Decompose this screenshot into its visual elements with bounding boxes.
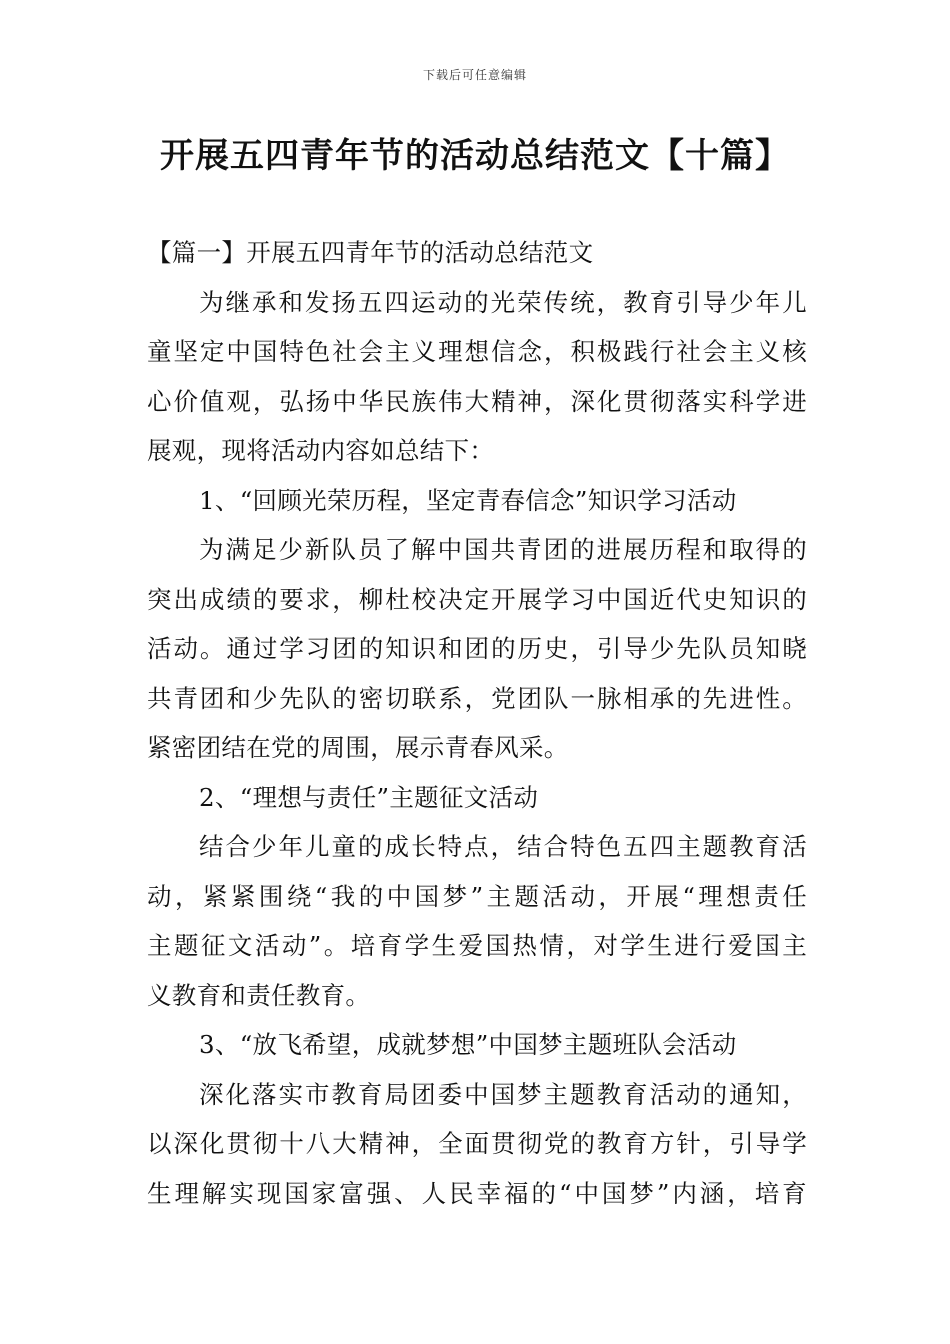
paragraph-line: 突出成绩的要求，柳杜校决定开展学习中国近代史知识的 — [147, 584, 807, 614]
item-heading: 3、“放飞希望，成就梦想”中国梦主题班队会活动 — [199, 1030, 737, 1059]
paragraph-line: 深化落实市教育局团委中国梦主题教育活动的通知， — [199, 1079, 807, 1109]
paragraph-line: 以深化贯彻十八大精神，全面贯彻党的教育方针，引导学 — [147, 1129, 807, 1158]
item-heading: 1、“回顾光荣历程，坚定青春信念”知识学习活动 — [199, 485, 737, 515]
paragraph-line: 主题征文活动”。培育学生爱国热情，对学生进行爱国主 — [147, 931, 807, 960]
paragraph-line: 动，紧紧围绕“我的中国梦”主题活动，开展“理想责任 — [147, 881, 807, 911]
paragraph-line: 心价值观，弘扬中华民族伟大精神，深化贯彻落实科学进 — [147, 386, 807, 416]
header-note: 下载后可任意编辑 — [422, 68, 527, 82]
item-heading: 2、“理想与责任”主题征文活动 — [199, 782, 539, 812]
paragraph-line: 展观，现将活动内容如总结下： — [147, 436, 495, 465]
section-heading: 【篇一】开展五四青年节的活动总结范文 — [147, 238, 594, 267]
paragraph-line: 紧密团结在党的周围，展示青春风采。 — [147, 733, 569, 762]
paragraph-line: 义教育和责任教育。 — [147, 980, 371, 1010]
document-body — [147, 228, 807, 1218]
paragraph-line: 活动。通过学习团的知识和团的历史，引导少先队员知晓 — [147, 634, 807, 663]
document-title: 开展五四青年节的活动总结范文【十篇】 — [160, 136, 790, 176]
paragraph-line: 生理解实现国家富强、人民幸福的“中国梦”内涵，培育 — [147, 1178, 807, 1208]
paragraph-line: 共青团和少先队的密切联系，党团队一脉相承的先进性。 — [147, 683, 807, 713]
paragraph-line: 为继承和发扬五四运动的光荣传统，教育引导少年儿 — [199, 287, 807, 317]
paragraph-line: 为满足少新队员了解中国共青团的进展历程和取得的 — [199, 535, 807, 564]
paragraph-line: 童坚定中国特色社会主义理想信念，积极践行社会主义核 — [147, 337, 807, 366]
paragraph-line: 结合少年儿童的成长特点，结合特色五四主题教育活 — [199, 832, 807, 861]
